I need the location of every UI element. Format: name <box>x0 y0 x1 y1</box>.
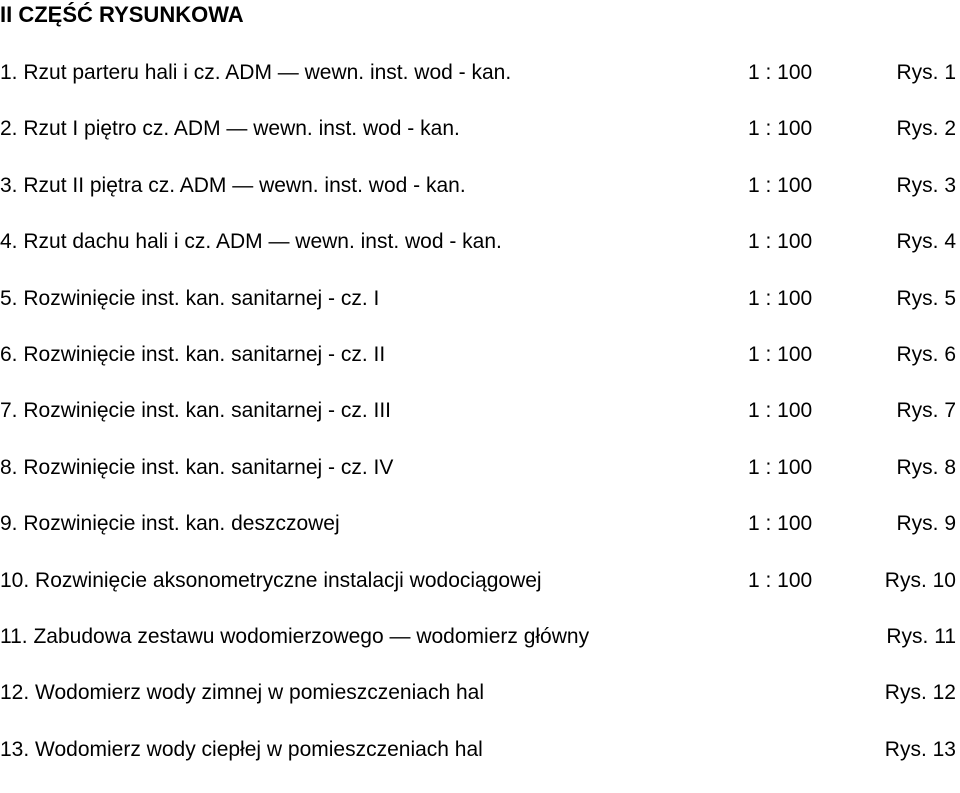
drawing-number: Rys. 6 <box>896 342 956 366</box>
drawing-number: Rys. 8 <box>896 455 956 479</box>
drawing-number: Rys. 7 <box>896 399 956 423</box>
drawing-scale: 1 : 100 <box>748 399 813 423</box>
list-item <box>0 116 960 172</box>
drawing-scale: 1 : 100 <box>748 512 813 536</box>
drawing-title: 4. Rzut dachu hali i cz. ADM — wewn. inst. wod - kan. <box>0 230 502 254</box>
list-item <box>0 60 960 116</box>
drawing-title: 11. Zabudowa zestawu wodomierzowego — wodomierz główny <box>0 624 590 648</box>
drawing-scale: 1 : 100 <box>748 455 813 479</box>
drawing-title: 1. Rzut parteru hali i cz. ADM — wewn. inst. wod - kan. <box>0 61 512 84</box>
section-heading: II CZĘŚĆ RYSUNKOWA <box>0 2 244 27</box>
drawing-title: 8. Rozwinięcie inst. kan. sanitarnej - cz. IV <box>0 455 394 479</box>
drawing-number: Rys. 1 <box>896 61 956 84</box>
list-item <box>0 511 960 567</box>
drawing-number: Rys. 10 <box>884 568 956 592</box>
drawing-scale: 1 : 100 <box>748 61 813 84</box>
drawing-scale: 1 : 100 <box>748 286 813 310</box>
drawing-scale: 1 : 100 <box>748 230 813 254</box>
drawing-number: Rys. 9 <box>896 512 956 536</box>
list-item <box>0 398 960 454</box>
drawing-title: 3. Rzut II piętra cz. ADM — wewn. inst. wod - kan. <box>0 173 466 197</box>
list-item <box>0 680 960 736</box>
drawing-scale: 1 : 100 <box>748 117 813 141</box>
list-item <box>0 173 960 229</box>
drawing-title: 13. Wodomierz wody ciepłej w pomieszczeniach hal <box>0 737 483 761</box>
list-item <box>0 568 960 624</box>
drawing-title: 2. Rzut I piętro cz. ADM — wewn. inst. wod - kan. <box>0 117 460 141</box>
drawing-number: Rys. 5 <box>896 286 956 310</box>
list-item <box>0 624 960 680</box>
drawing-number: Rys. 12 <box>884 681 956 705</box>
drawing-title: 5. Rozwinięcie inst. kan. sanitarnej - cz. I <box>0 286 380 310</box>
drawing-title: 6. Rozwinięcie inst. kan. sanitarnej - cz. II <box>0 342 386 366</box>
drawing-number: Rys. 2 <box>896 117 956 141</box>
drawing-scale: 1 : 100 <box>748 342 813 366</box>
list-item <box>0 455 960 511</box>
drawing-list <box>0 60 960 793</box>
drawing-number: Rys. 13 <box>884 737 956 761</box>
drawing-title: 7. Rozwinięcie inst. kan. sanitarnej - cz. III <box>0 399 391 423</box>
drawing-title: 9. Rozwinięcie inst. kan. deszczowej <box>0 512 340 536</box>
list-item <box>0 737 960 793</box>
list-item <box>0 286 960 342</box>
drawing-scale: 1 : 100 <box>748 568 813 592</box>
list-item <box>0 229 960 285</box>
drawing-title: 12. Wodomierz wody zimnej w pomieszczeniach hal <box>0 681 484 705</box>
drawing-number: Rys. 11 <box>886 624 956 648</box>
drawing-number: Rys. 3 <box>896 173 956 197</box>
drawing-number: Rys. 4 <box>896 230 956 254</box>
drawing-scale: 1 : 100 <box>748 173 813 197</box>
list-item <box>0 342 960 398</box>
drawing-title: 10. Rozwinięcie aksonometryczne instalacji wodociągowej <box>0 568 542 592</box>
